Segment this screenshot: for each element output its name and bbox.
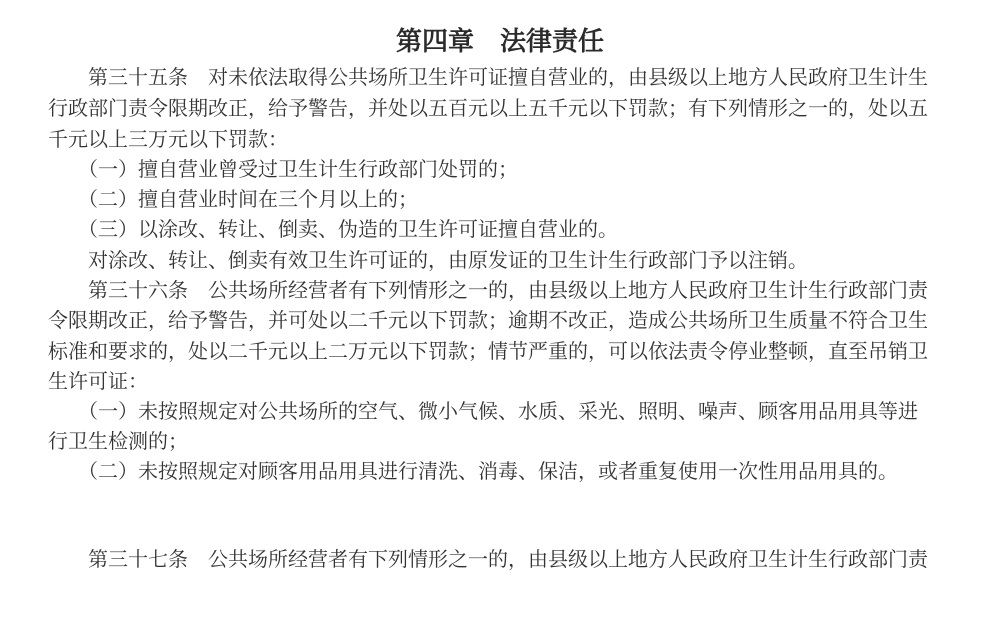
text-line: 第三十五条 对未依法取得公共场所卫生许可证擅自营业的，由县级以上地方人民政府卫生计生 xyxy=(48,65,928,89)
text-line-partial xyxy=(48,484,968,571)
text-line: （一）擅自营业曾受过卫生计生行政部门处罚的； xyxy=(48,157,518,181)
text-line: （一）未按照规定对公共场所的空气、微小气候、水质、采光、照明、噪声、顾客用品用具等进 xyxy=(48,399,918,423)
text-line: 对涂改、转让、倒卖有效卫生许可证的，由原发证的卫生计生行政部门予以注销。 xyxy=(48,248,808,272)
text-line: 千元以上三万元以下罚款： xyxy=(48,127,288,151)
text-line: 第三十六条 公共场所经营者有下列情形之一的，由县级以上地方人民政府卫生计生行政部门责 xyxy=(48,278,928,302)
text-line: 标准和要求的，处以二千元以上二万元以下罚款；情节严重的，可以依法责令停业整顿，直至吊销卫 xyxy=(48,339,928,363)
text-line: （二）未按照规定对顾客用品用具进行清洗、消毒、保洁，或者重复使用一次性用品用具的。 xyxy=(48,459,898,483)
chapter-title: 第四章 法律责任 xyxy=(395,27,604,57)
text-line: （三）以涂改、转让、倒卖、伪造的卫生许可证擅自营业的。 xyxy=(48,217,618,241)
text-line-partial-content: 第三十七条 公共场所经营者有下列情形之一的，由县级以上地方人民政府卫生计生行政部门责 xyxy=(48,547,928,571)
text-line: （二）擅自营业时间在三个月以上的； xyxy=(48,187,418,211)
text-line: 生许可证： xyxy=(48,369,148,393)
text-line: 行卫生检测的； xyxy=(48,429,188,453)
text-line: 行政部门责令限期改正，给予警告，并处以五百元以上五千元以下罚款；有下列情形之一的，处以五 xyxy=(48,96,928,120)
text-line: 令限期改正，给予警告，并可处以二千元以下罚款；逾期不改正，造成公共场所卫生质量不符合卫生 xyxy=(48,308,928,332)
